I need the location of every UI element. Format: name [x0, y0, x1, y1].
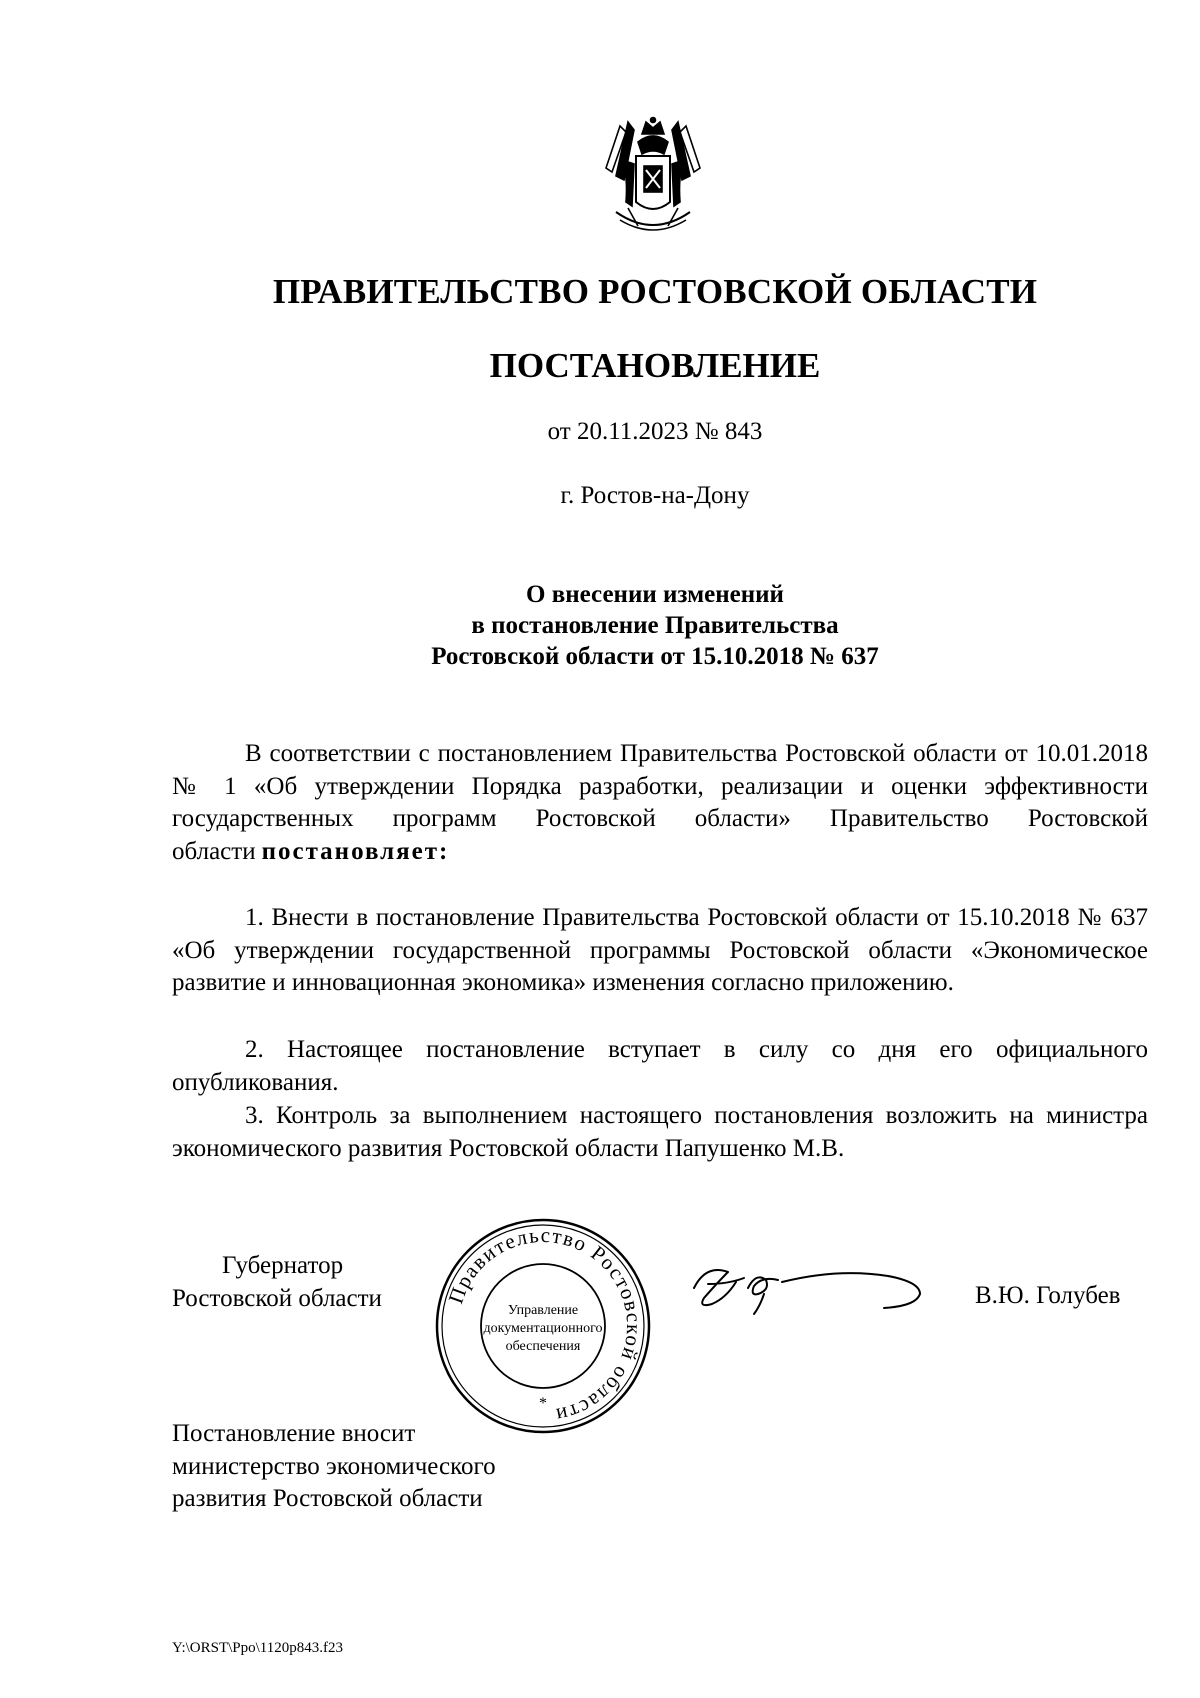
signatory-title-line: Ростовской области — [172, 1284, 382, 1312]
official-seal-icon — [433, 1216, 653, 1436]
submitted-by-line: Постановление вносит — [172, 1420, 416, 1447]
signatory-name: В.Ю. Голубев — [975, 1282, 1121, 1309]
document-date-number: от 20.11.2023 № 843 — [547, 418, 763, 445]
submitted-by-block — [172, 1418, 496, 1516]
svg-text:*: * — [539, 1395, 547, 1412]
seal-inner-line: обеспечения — [505, 1339, 581, 1354]
decree-item-1: 1. Внести в постановление Правительства Ростовской области от 15.10.2018 № 637 «Об утверждении государственной программы Ростовской области «Экономическое развитие и инновационная экономика» изменения согласно приложению. — [172, 904, 1148, 996]
seal-inner-line: Управление — [507, 1303, 579, 1318]
signatory-title — [172, 1250, 382, 1315]
document-type: ПОСТАНОВЛЕНИЕ — [489, 346, 821, 385]
seal-inner-line: документационного — [483, 1321, 603, 1336]
preamble-paragraph — [172, 738, 1148, 868]
subject-line: О внесении изменений — [526, 581, 784, 608]
decree-item-3: 3. Контроль за выполнением настоящего постановления возложить на министра экономического развития Ростовской области Папушенко М.В. — [172, 1102, 1148, 1162]
document-subject — [0, 579, 1200, 672]
seal-outer-text: Правительство Ростовской области — [443, 1222, 647, 1429]
decree-word: постановляет: — [261, 837, 450, 865]
handwritten-signature-icon — [688, 1258, 928, 1320]
subject-line: в постановление Правительства — [471, 612, 839, 639]
signatory-title-line: Губернатор — [222, 1252, 344, 1279]
preamble-text: В соответствии с постановлением Правительства Ростовской области от 10.01.2018 № 1 «Об утверждении Порядка разработки, реализации и оценки эффективности государственных программ Ростовской области» Правительство Ростовской области — [172, 740, 1148, 865]
decree-item-2: 2. Настоящее постановление вступает в силу со дня его официального опубликования. — [172, 1036, 1148, 1096]
coat-of-arms-icon — [598, 116, 708, 240]
document-city: г. Ростов-на-Дону — [560, 482, 750, 509]
government-name: ПРАВИТЕЛЬСТВО РОСТОВСКОЙ ОБЛАСТИ — [272, 272, 1038, 311]
submitted-by-line: министерство экономического — [172, 1452, 496, 1480]
submitted-by-line: развития Ростовской области — [172, 1485, 483, 1512]
file-path: Y:\ORST\Ppo\1120p843.f23 — [172, 1640, 343, 1656]
subject-line: Ростовской области от 15.10.2018 № 637 — [431, 643, 879, 670]
